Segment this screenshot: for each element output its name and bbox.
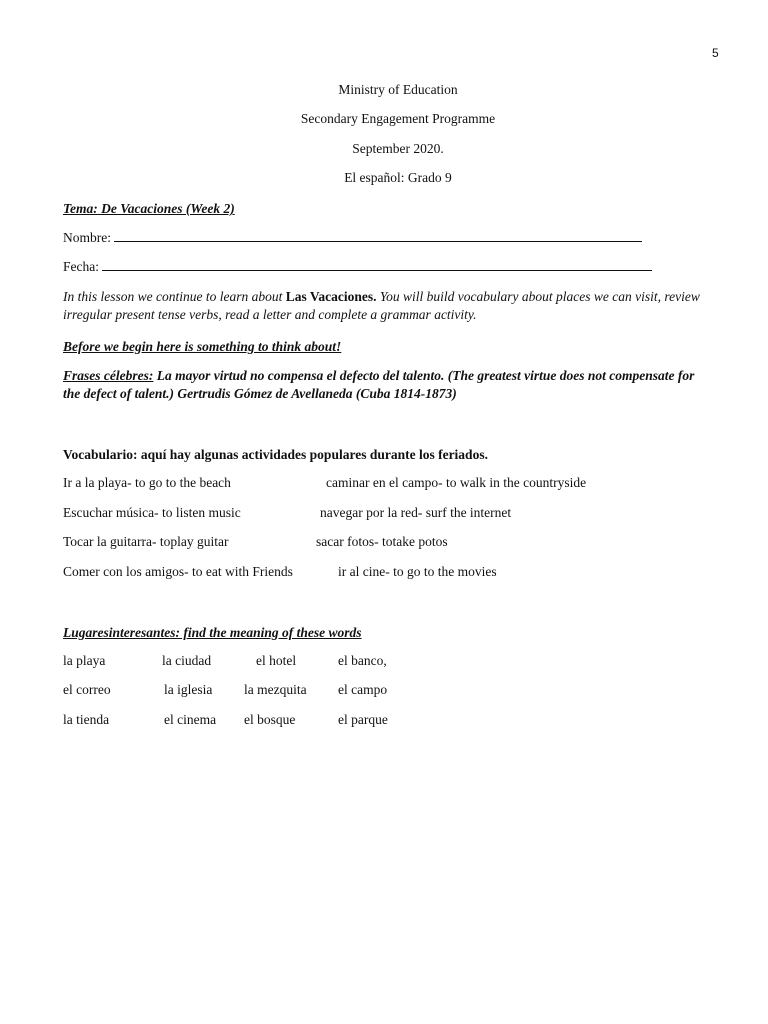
tema-heading: Tema: De Vacaciones (Week 2) [63, 201, 235, 216]
vocab-row [63, 505, 703, 523]
vocab-right: caminar en el campo- to walk in the countryside [326, 475, 587, 490]
vocab-right: ir al cine- to go to the movies [338, 564, 497, 579]
intro-highlight: Las Vacaciones. [285, 289, 377, 304]
place-word: el hotel [256, 653, 297, 668]
place-word: la ciudad [162, 653, 212, 668]
place-word: el cinema [164, 712, 217, 727]
vocab-left: Comer con los amigos- to eat with Friends [63, 564, 293, 579]
place-word: el campo [338, 682, 388, 697]
lugares-heading: Lugaresinteresantes: find the meaning of these words [63, 625, 362, 640]
place-word: la playa [63, 653, 106, 668]
vocab-row [63, 534, 703, 552]
frases-text: La mayor virtud no compensa el defecto del talento. (The greatest virtue does not compensate for the defect of talent.) Gertrudis Gómez de Avellaneda (Cuba 1814-1873) [63, 368, 695, 401]
place-row [63, 653, 463, 671]
vocab-row [63, 564, 703, 582]
intro-part2: You will build vocabulary about places we can visit, review irregular present tense verbs, read a letter and complete a grammar activity. [63, 289, 700, 322]
header-subject: El español: Grado 9 [344, 170, 452, 185]
fecha-field [63, 258, 703, 276]
place-word: el correo [63, 682, 111, 697]
page-number: 5 [712, 46, 719, 60]
frases-label: Frases célebres: [63, 368, 154, 383]
place-word: la iglesia [164, 682, 213, 697]
place-word: la mezquita [244, 682, 307, 697]
place-row [63, 712, 463, 730]
vocab-left: Escuchar música- to listen music [63, 505, 241, 520]
intro-paragraph [63, 288, 703, 324]
vocab-right: sacar fotos- totake potos [316, 534, 448, 549]
fecha-line [102, 258, 652, 271]
vocab-left: Ir a la playa- to go to the beach [63, 475, 231, 490]
place-row [63, 682, 463, 700]
fecha-label: Fecha: [63, 259, 99, 274]
header-programme: Secondary Engagement Programme [300, 111, 496, 126]
nombre-label: Nombre: [63, 230, 111, 245]
nombre-field [63, 229, 703, 247]
vocab-right: navegar por la red- surf the internet [320, 505, 512, 520]
vocabulario-heading: Vocabulario: aquí hay algunas actividades populares durante los feriados. [63, 447, 488, 462]
header-date: September 2020. [352, 141, 444, 156]
intro-part1: In this lesson we continue to learn about [63, 289, 286, 304]
place-word: el bosque [244, 712, 296, 727]
vocab-left: Tocar la guitarra- toplay guitar [63, 534, 229, 549]
vocab-row [63, 475, 703, 493]
think-heading: Before we begin here is something to think about! [63, 339, 342, 354]
nombre-line [114, 229, 642, 242]
header-ministry: Ministry of Education [338, 82, 458, 97]
place-word: el parque [338, 712, 388, 727]
place-word: el banco, [338, 653, 387, 668]
frases-paragraph [63, 367, 703, 403]
place-word: la tienda [63, 712, 110, 727]
